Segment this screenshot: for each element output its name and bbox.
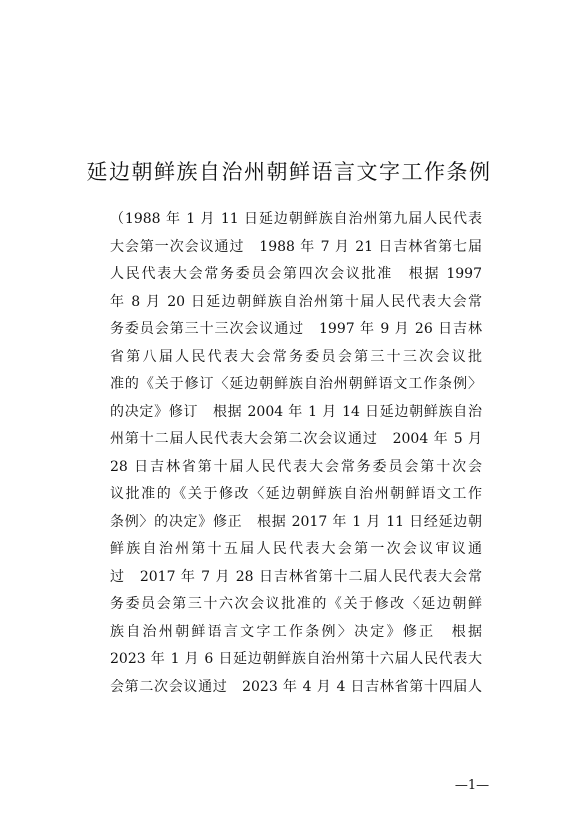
preamble-line: 省第八届人民代表大会常务委员会第三十三次会议批: [110, 348, 482, 365]
preamble-line: 28 日吉林省第十届人民代表大会常务委员会第十次会: [110, 458, 482, 475]
preamble-line: 会第二次会议通过 2023 年 4 月 4 日吉林省第十四届人: [110, 678, 482, 695]
preamble-line: 州第十二届人民代表大会第二次会议通过 2004 年 5 月: [110, 431, 482, 447]
preamble-line: 鲜族自治州第十五届人民代表大会第一次会议审议通: [110, 541, 482, 557]
preamble-line: 务委员会第三十六次会议批准的《关于修改〈延边朝鲜: [110, 596, 482, 612]
preamble-text: [110, 206, 482, 701]
preamble-line: 族自治州朝鲜语言文字工作条例〉决定》修正 根据: [110, 623, 482, 640]
preamble-line: 务委员会第三十三次会议通过 1997 年 9 月 26 日吉林: [110, 321, 482, 337]
preamble-line: 大会第一次会议通过 1988 年 7 月 21 日吉林省第七届: [110, 238, 482, 255]
preamble-line: 准的《关于修订〈延边朝鲜族自治州朝鲜语文工作条例〉: [110, 376, 482, 392]
preamble-line: 过 2017 年 7 月 28 日吉林省第十二届人民代表大会常: [110, 568, 482, 585]
preamble-line: （1988 年 1 月 11 日延边朝鲜族自治州第九届人民代表: [110, 211, 482, 227]
preamble-line: 年 8 月 20 日延边朝鲜族自治州第十届人民代表大会常: [110, 293, 482, 310]
preamble-line: 人民代表大会常务委员会第四次会议批准 根据 1997: [110, 266, 482, 282]
preamble-line: 的决定》修订 根据 2004 年 1 月 14 日延边朝鲜族自治: [110, 403, 482, 420]
preamble-line: 2023 年 1 月 6 日延边朝鲜族自治州第十六届人民代表大: [110, 651, 482, 667]
page-number: —1—: [454, 778, 490, 793]
page-title: 延边朝鲜族自治州朝鲜语言文字工作条例: [86, 160, 492, 184]
preamble-line: 条例〉的决定》修正 根据 2017 年 1 月 11 日经延边朝: [110, 513, 482, 530]
preamble-line: 议批准的《关于修改〈延边朝鲜族自治州朝鲜语文工作: [110, 486, 482, 502]
